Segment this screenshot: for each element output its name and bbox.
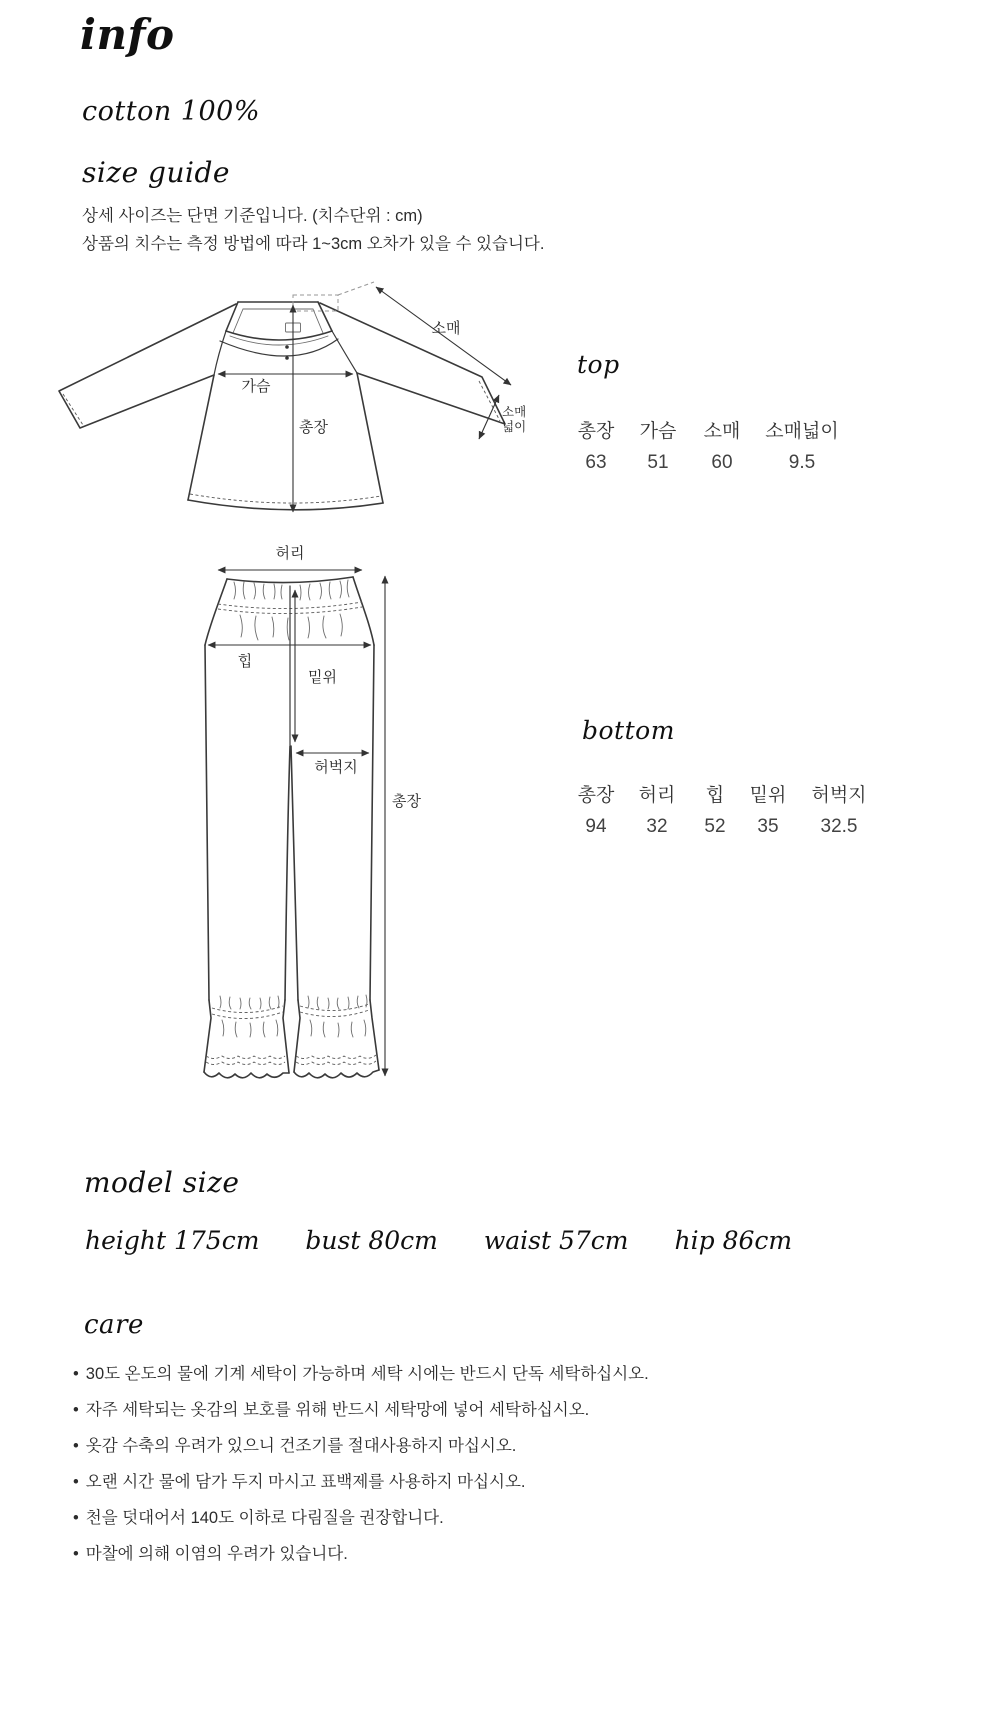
care-item <box>73 1464 649 1500</box>
right-sleeve <box>320 303 505 424</box>
bullet-icon: • <box>73 1509 79 1527</box>
bullet-icon: • <box>73 1473 79 1491</box>
model-waist: waist 57cm <box>483 1226 629 1255</box>
care-item-text: 30도 온도의 물에 기계 세탁이 가능하며 세탁 시에는 반드시 단독 세탁하십시오. <box>85 1365 649 1383</box>
care-item-text: 천을 덧대어서 140도 이하로 다림질을 권장합니다. <box>85 1509 444 1527</box>
bullet-icon: • <box>73 1365 79 1383</box>
top-col-header: 가슴 <box>639 421 677 442</box>
care-item <box>73 1392 649 1428</box>
waist-label: 허리 <box>275 545 305 562</box>
model-height: height 175cm <box>85 1226 260 1255</box>
thigh-label: 허벅지 <box>314 759 358 776</box>
top-col-header: 소매넓이 <box>765 421 839 442</box>
bottom-col-header: 총장 <box>577 785 615 806</box>
bottom-col-header: 힙 <box>705 785 725 806</box>
bottom-measurement-diagram <box>170 540 490 1100</box>
care-item <box>73 1356 649 1392</box>
bottom-size-value: 32 <box>646 816 668 837</box>
bullet-icon: • <box>73 1401 79 1419</box>
top-col-header: 총장 <box>577 421 615 442</box>
bottom-col-header: 밑위 <box>749 785 787 806</box>
bottom-size-value: 94 <box>585 816 607 837</box>
rise-label: 밑위 <box>308 669 337 686</box>
top-col-header: 소매 <box>703 421 741 442</box>
bottom-size-value: 35 <box>757 816 779 837</box>
care-item <box>73 1500 649 1536</box>
model-size-heading: model size <box>84 1166 240 1199</box>
care-item-text: 오랜 시간 물에 담가 두지 마시고 표백제를 사용하지 마십시오. <box>85 1473 526 1491</box>
bottom-size-value: 52 <box>704 816 726 837</box>
care-instructions-list <box>73 1356 649 1572</box>
top-measurement-diagram <box>50 275 550 525</box>
bottom-size-value: 32.5 <box>820 816 858 837</box>
care-item-text: 자주 세탁되는 옷감의 보호를 위해 반드시 세탁망에 넣어 세탁하십시오. <box>85 1401 590 1419</box>
fabric-info: cotton 100% <box>82 96 260 127</box>
size-guide-note-1: 상세 사이즈는 단면 기준입니다. (치수단위 : cm) <box>82 207 423 225</box>
bottom-size-table-values <box>566 816 884 838</box>
top-size-value: 9.5 <box>788 452 816 473</box>
bottom-size-table-header <box>566 780 884 807</box>
left-sleeve <box>59 304 236 428</box>
top-size-value: 60 <box>711 452 733 473</box>
waistband <box>227 577 353 583</box>
size-guide-heading: size guide <box>82 156 230 189</box>
care-item <box>73 1536 649 1572</box>
top-size-value: 63 <box>585 452 607 473</box>
sleeve-width-label-2: 넓이 <box>502 420 527 434</box>
left-cuff-ruffle <box>204 1000 289 1073</box>
bullet-icon: • <box>73 1437 79 1455</box>
top-size-table-values <box>566 452 850 474</box>
care-heading: care <box>84 1310 144 1340</box>
model-bust: bust 80cm <box>305 1226 438 1255</box>
button-dot <box>285 356 289 360</box>
bottom-col-header: 허벅지 <box>811 785 867 806</box>
bottom-col-header: 허리 <box>638 785 676 806</box>
top-size-value: 51 <box>647 452 669 473</box>
hip-label: 힙 <box>237 653 253 670</box>
model-measurements <box>85 1226 792 1255</box>
care-item-text: 옷감 수축의 우려가 있으니 건조기를 절대사용하지 마십시오. <box>85 1437 517 1455</box>
bodice <box>188 373 383 503</box>
length-label: 총장 <box>299 419 328 436</box>
care-item <box>73 1428 649 1464</box>
top-size-table-header <box>566 416 850 443</box>
page-title: info <box>80 10 175 59</box>
bottom-section-heading: bottom <box>582 716 675 745</box>
care-item-text: 마찰에 의해 이염의 우려가 있습니다. <box>85 1545 348 1563</box>
sleeve-width-label-1: 소매 <box>502 405 527 419</box>
bullet-icon: • <box>73 1545 79 1563</box>
size-guide-note-2: 상품의 치수는 측정 방법에 따라 1~3cm 오차가 있을 수 있습니다. <box>82 235 545 253</box>
model-hip: hip 86cm <box>674 1226 793 1255</box>
chest-label: 가슴 <box>241 378 271 395</box>
top-section-heading: top <box>577 350 620 379</box>
sleeve-label: 소매 <box>431 320 461 337</box>
sleeve-width-arrow <box>479 395 499 439</box>
button-dot <box>285 345 289 349</box>
pants-length-label: 총장 <box>392 793 421 810</box>
